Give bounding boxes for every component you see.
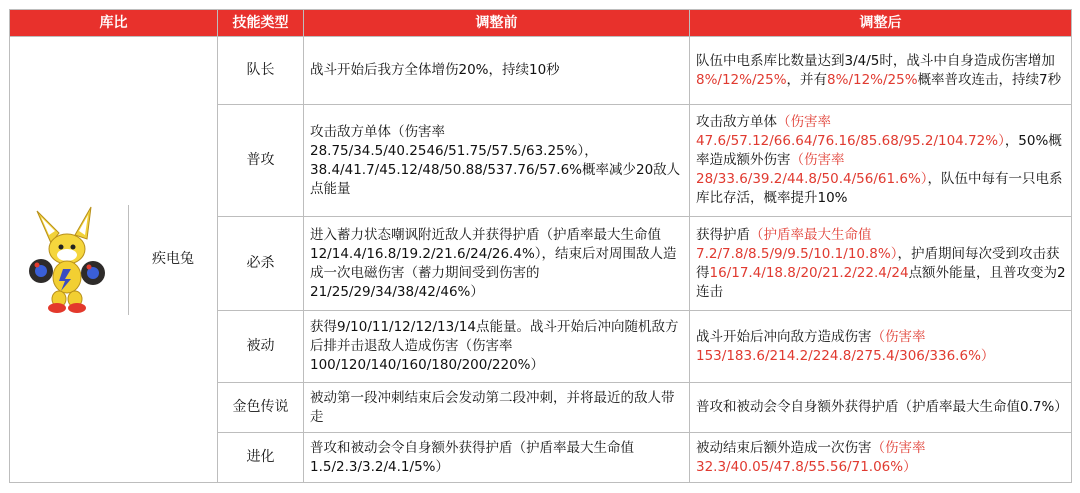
after-text: ，队伍中每有一只电系库比存活，概率提升10% xyxy=(696,171,1063,206)
skill-type-cell: 金色传说 xyxy=(218,383,304,433)
changed-value-text: （伤害率153/183.6/214.2/224.8/275.4/306/336.6%） xyxy=(696,328,995,364)
skill-comparison-table xyxy=(9,9,1072,483)
changed-value-text: （伤害率32.3/40.05/47.8/55.56/71.06%） xyxy=(696,439,926,475)
header-after: 调整后 xyxy=(690,10,1072,37)
after-text: 攻击敌方单体 xyxy=(696,114,777,130)
changed-value-text: 8%/12%/25% xyxy=(827,71,918,88)
changed-value-text: （护盾率最大生命值7.2/7.8/8.5/9/9.5/10.1/10.8%） xyxy=(696,226,898,262)
yellow-rabbit-boxer-icon xyxy=(29,205,109,315)
after-text: ，护盾期间每次受到攻击获得 xyxy=(696,245,1060,281)
header-kubi: 库比 xyxy=(10,10,218,37)
after-text: ，50%概率造成额外伤害 xyxy=(696,133,1062,168)
before-cell: 进入蓄力状态嘲讽附近敌人并获得护盾（护盾率最大生命值12/14.4/16.8/19.2/21.6/24/26.4%），结束后对周围敌人造成一次电磁伤害（蓄力期间受到伤害的21/25/29/34/38/42/46%） xyxy=(304,217,690,311)
skill-type-cell: 队长 xyxy=(218,37,304,105)
skill-type-cell: 进化 xyxy=(218,433,304,483)
after-text: 战斗开始后冲向敌方造成伤害 xyxy=(696,328,872,345)
after-cell xyxy=(690,433,1072,483)
skill-type-cell: 必杀 xyxy=(218,217,304,311)
changed-value-text: （伤害率47.6/57.12/66.64/76.16/85.68/95.2/104.72%） xyxy=(696,114,1005,149)
after-text: 被动结束后额外造成一次伤害 xyxy=(696,439,872,456)
changed-value-text: 8%/12%/25% xyxy=(696,71,787,88)
after-cell xyxy=(690,383,1072,433)
after-text: 点额外能量，且普攻变为2连击 xyxy=(696,264,1066,300)
after-text: 概率普攻连击，持续7秒 xyxy=(917,71,1062,88)
before-cell: 战斗开始后我方全体增伤20%，持续10秒 xyxy=(304,37,690,105)
after-cell xyxy=(690,37,1072,105)
after-text: 普攻和被动会令自身额外获得护盾（护盾率最大生命值0.7%） xyxy=(696,399,1068,415)
before-cell: 普攻和被动会令自身额外获得护盾（护盾率最大生命值1.5/2.3/3.2/4.1/5%） xyxy=(304,433,690,483)
after-text: 队伍中电系库比数量达到3/4/5时，战斗中自身造成伤害增加 xyxy=(696,52,1055,69)
after-cell xyxy=(690,105,1072,217)
changed-value-text: （伤害率28/33.6/39.2/44.8/50.4/56/61.6%） xyxy=(696,152,928,187)
after-cell xyxy=(690,311,1072,383)
skill-comparison-table-wrapper xyxy=(9,9,1071,483)
table-row xyxy=(10,37,1072,105)
skill-type-cell: 普攻 xyxy=(218,105,304,217)
after-cell xyxy=(690,217,1072,311)
after-text: 获得护盾 xyxy=(696,226,750,243)
after-text: ，并有 xyxy=(786,71,828,88)
header-row xyxy=(10,10,1072,37)
character-image xyxy=(10,205,128,315)
header-before: 调整前 xyxy=(304,10,690,37)
character-name: 疾电兔 xyxy=(152,251,194,267)
before-cell: 攻击敌方单体（伤害率28.75/34.5/40.2546/51.75/57.5/63.25%），38.4/41.7/45.12/48/50.88/537.76/57.6%概率减少20敌人点能量 xyxy=(304,105,690,217)
character-cell xyxy=(10,37,218,483)
before-cell: 获得9/10/11/12/12/13/14点能量。战斗开始后冲向随机敌方后排并击退敌人造成伤害（伤害率100/120/140/160/180/200/220%） xyxy=(304,311,690,383)
changed-value-text: 16/17.4/18.8/20/21.2/22.4/24 xyxy=(709,264,909,281)
header-skill-type: 技能类型 xyxy=(218,10,304,37)
skill-type-cell: 被动 xyxy=(218,311,304,383)
before-cell: 被动第一段冲刺结束后会发动第二段冲刺，并将最近的敌人带走 xyxy=(304,383,690,433)
